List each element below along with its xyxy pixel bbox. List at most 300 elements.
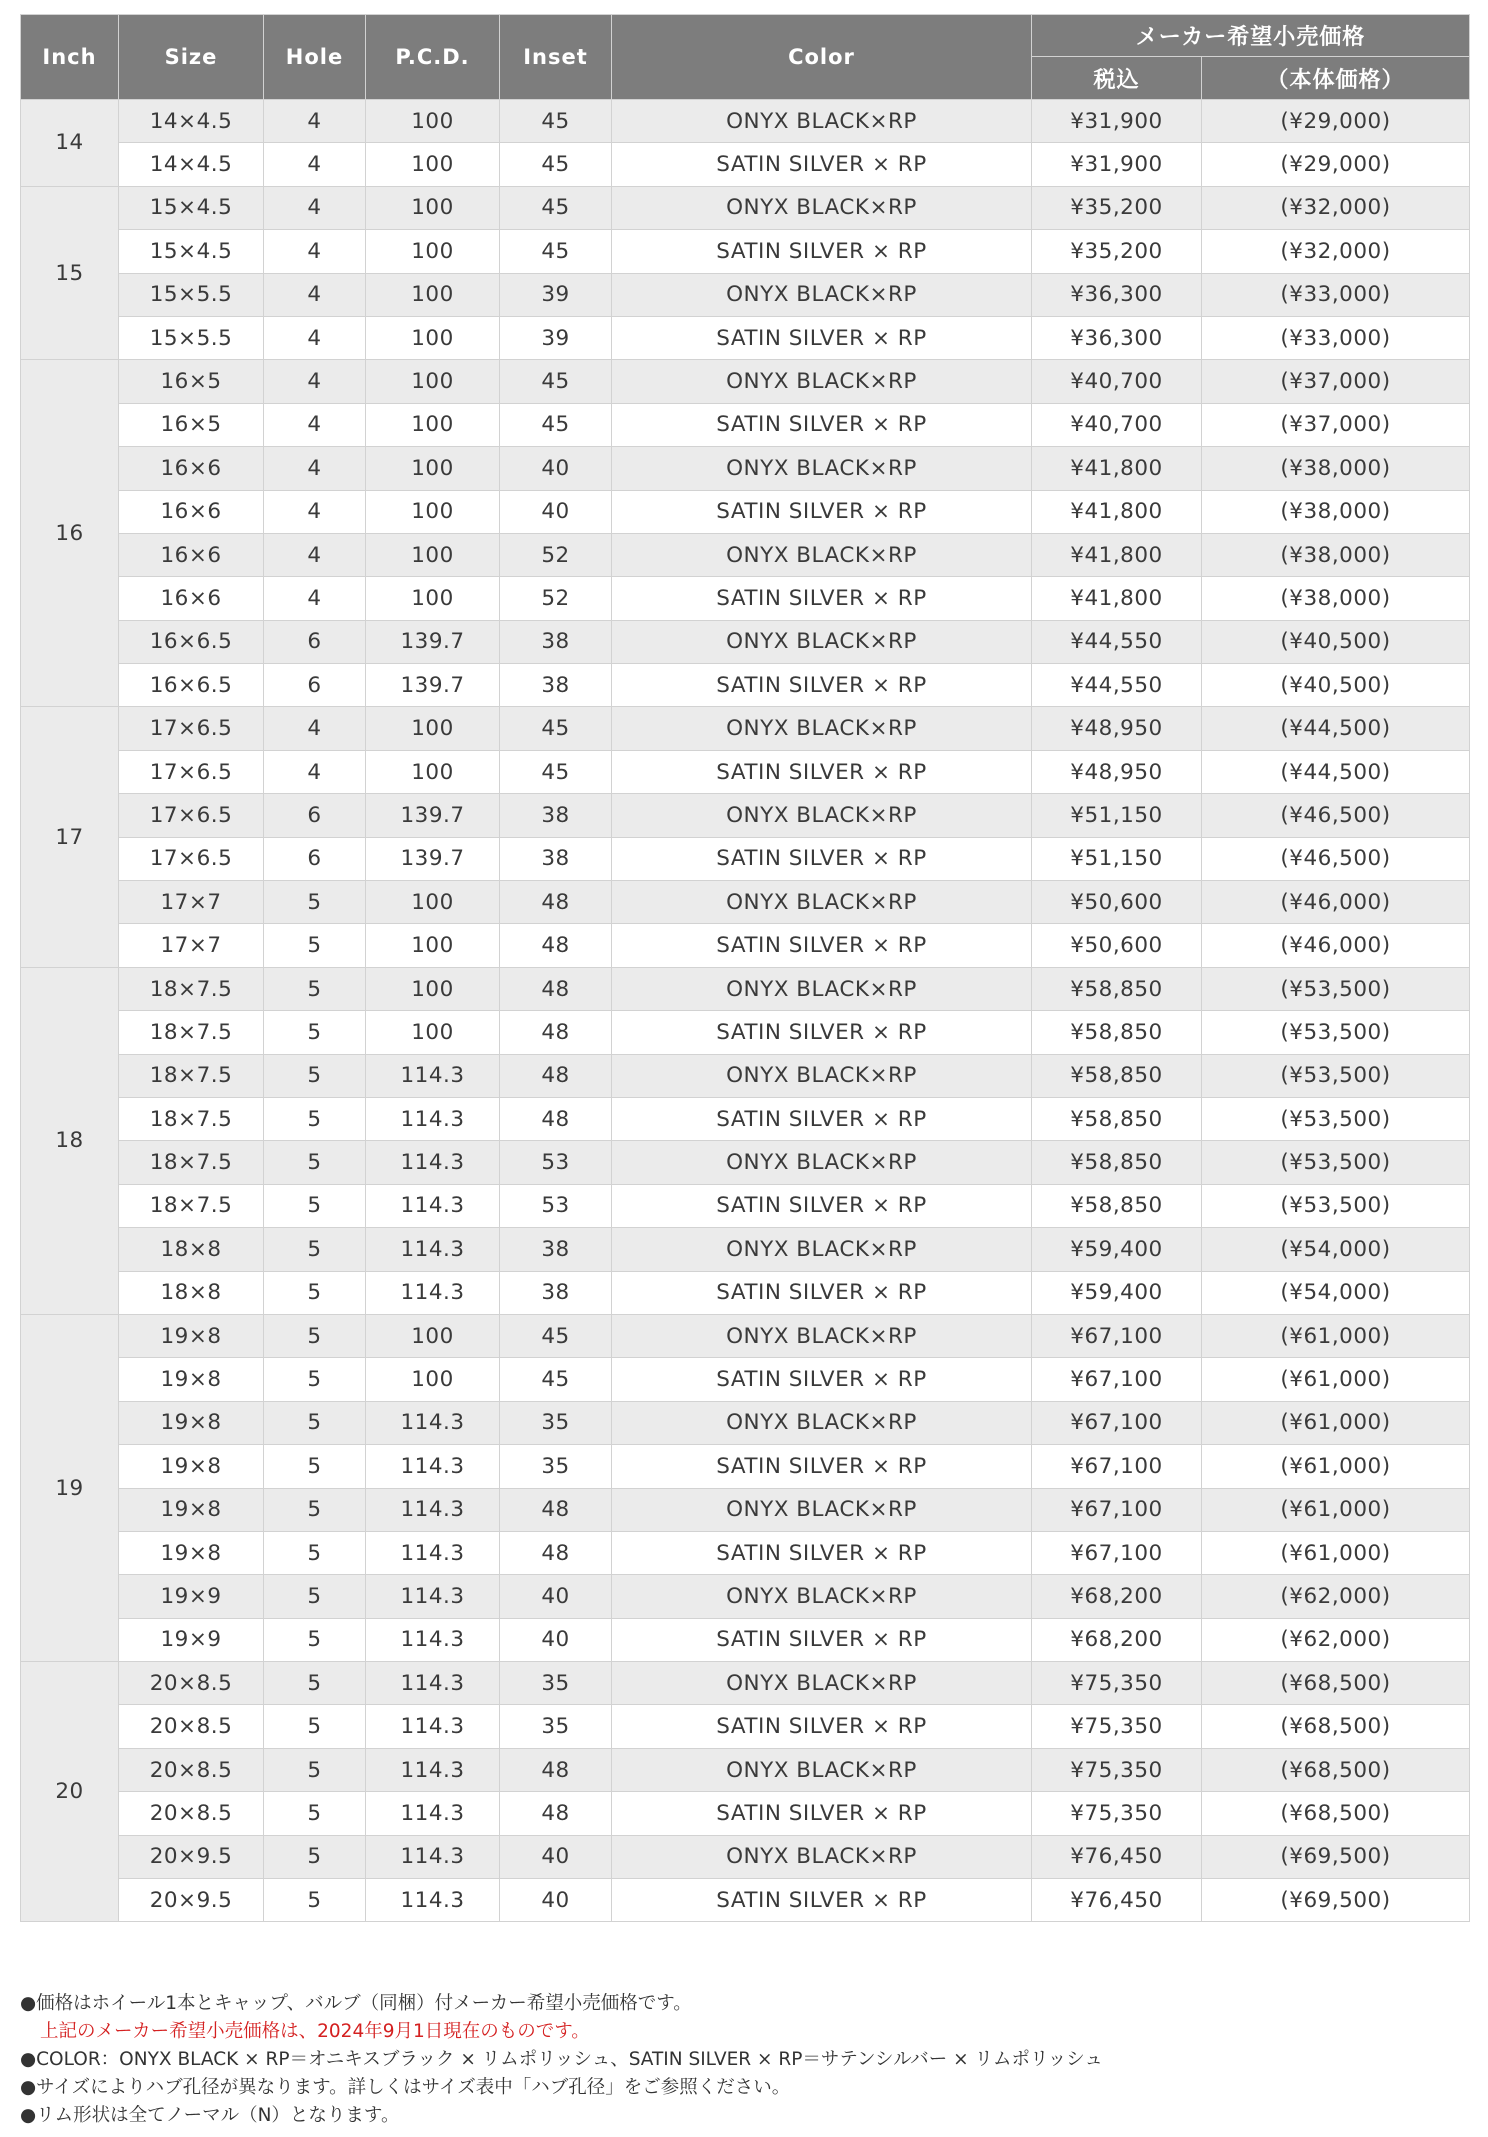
table-row (21, 1271, 1470, 1314)
cell-price-tax-included: ¥75,350 (1032, 1748, 1202, 1791)
cell-pcd: 100 (366, 1358, 500, 1401)
table-row (21, 1401, 1470, 1444)
cell-color: ONYX BLACK×RP (612, 1835, 1032, 1878)
cell-base-price: (¥61,000) (1202, 1488, 1470, 1531)
cell-hole: 4 (264, 316, 366, 359)
cell-inset: 38 (500, 620, 612, 663)
cell-base-price: (¥32,000) (1202, 230, 1470, 273)
header-hole: Hole (264, 15, 366, 100)
cell-color: SATIN SILVER × RP (612, 143, 1032, 186)
cell-pcd: 100 (366, 881, 500, 924)
cell-base-price: (¥38,000) (1202, 533, 1470, 576)
cell-inset: 38 (500, 664, 612, 707)
cell-inch-group: 16 (21, 360, 119, 707)
table-row (21, 100, 1470, 143)
cell-inset: 45 (500, 100, 612, 143)
cell-inset: 40 (500, 1879, 612, 1922)
cell-price-tax-included: ¥59,400 (1032, 1228, 1202, 1271)
cell-pcd: 100 (366, 490, 500, 533)
cell-color: ONYX BLACK×RP (612, 1575, 1032, 1618)
cell-pcd: 114.3 (366, 1835, 500, 1878)
cell-price-tax-included: ¥35,200 (1032, 230, 1202, 273)
cell-inch-group: 18 (21, 967, 119, 1314)
cell-size: 16×5 (119, 403, 264, 446)
cell-size: 19×9 (119, 1618, 264, 1661)
cell-color: ONYX BLACK×RP (612, 447, 1032, 490)
cell-pcd: 114.3 (366, 1531, 500, 1574)
cell-base-price: (¥53,500) (1202, 1141, 1470, 1184)
cell-color: ONYX BLACK×RP (612, 100, 1032, 143)
cell-inset: 45 (500, 360, 612, 403)
table-row (21, 1228, 1470, 1271)
cell-price-tax-included: ¥58,850 (1032, 1011, 1202, 1054)
cell-price-tax-included: ¥59,400 (1032, 1271, 1202, 1314)
cell-price-tax-included: ¥41,800 (1032, 490, 1202, 533)
cell-hole: 5 (264, 1271, 366, 1314)
cell-inset: 48 (500, 1011, 612, 1054)
cell-base-price: (¥61,000) (1202, 1401, 1470, 1444)
cell-color: SATIN SILVER × RP (612, 1705, 1032, 1748)
cell-inset: 35 (500, 1662, 612, 1705)
cell-color: ONYX BLACK×RP (612, 1141, 1032, 1184)
table-row (21, 1748, 1470, 1791)
cell-pcd: 100 (366, 750, 500, 793)
cell-price-tax-included: ¥51,150 (1032, 794, 1202, 837)
cell-base-price: (¥53,500) (1202, 1054, 1470, 1097)
cell-pcd: 114.3 (366, 1575, 500, 1618)
cell-pcd: 114.3 (366, 1401, 500, 1444)
table-row (21, 230, 1470, 273)
cell-size: 16×6 (119, 447, 264, 490)
cell-size: 17×6.5 (119, 750, 264, 793)
cell-hole: 5 (264, 1835, 366, 1878)
cell-color: SATIN SILVER × RP (612, 1358, 1032, 1401)
cell-inset: 48 (500, 881, 612, 924)
cell-color: ONYX BLACK×RP (612, 360, 1032, 403)
cell-price-tax-included: ¥75,350 (1032, 1792, 1202, 1835)
table-row (21, 1054, 1470, 1097)
cell-hole: 5 (264, 1141, 366, 1184)
cell-pcd: 100 (366, 143, 500, 186)
cell-base-price: (¥32,000) (1202, 186, 1470, 229)
cell-price-tax-included: ¥48,950 (1032, 750, 1202, 793)
cell-base-price: (¥46,000) (1202, 924, 1470, 967)
cell-hole: 5 (264, 924, 366, 967)
cell-inset: 39 (500, 316, 612, 359)
cell-base-price: (¥38,000) (1202, 490, 1470, 533)
cell-price-tax-included: ¥41,800 (1032, 577, 1202, 620)
cell-color: SATIN SILVER × RP (612, 664, 1032, 707)
cell-inset: 40 (500, 1835, 612, 1878)
cell-size: 19×8 (119, 1401, 264, 1444)
cell-inset: 45 (500, 230, 612, 273)
cell-color: SATIN SILVER × RP (612, 1618, 1032, 1661)
cell-pcd: 100 (366, 924, 500, 967)
cell-pcd: 114.3 (366, 1618, 500, 1661)
cell-hole: 5 (264, 1445, 366, 1488)
cell-color: ONYX BLACK×RP (612, 533, 1032, 576)
table-row (21, 533, 1470, 576)
cell-hole: 4 (264, 360, 366, 403)
cell-price-tax-included: ¥67,100 (1032, 1445, 1202, 1488)
cell-inch-group: 14 (21, 100, 119, 187)
cell-hole: 4 (264, 230, 366, 273)
cell-hole: 5 (264, 1618, 366, 1661)
cell-price-tax-included: ¥68,200 (1032, 1575, 1202, 1618)
table-row (21, 143, 1470, 186)
cell-pcd: 100 (366, 360, 500, 403)
cell-size: 16×6.5 (119, 620, 264, 663)
note-line: ●価格はホイール1本とキャップ、バルブ（同梱）付メーカー希望小売価格です。 (20, 1993, 692, 2014)
cell-price-tax-included: ¥44,550 (1032, 664, 1202, 707)
cell-color: ONYX BLACK×RP (612, 620, 1032, 663)
cell-color: SATIN SILVER × RP (612, 837, 1032, 880)
cell-inset: 48 (500, 1792, 612, 1835)
cell-price-tax-included: ¥67,100 (1032, 1314, 1202, 1357)
cell-size: 17×6.5 (119, 794, 264, 837)
cell-inset: 35 (500, 1445, 612, 1488)
cell-color: ONYX BLACK×RP (612, 1748, 1032, 1791)
cell-color: SATIN SILVER × RP (612, 1879, 1032, 1922)
cell-pcd: 100 (366, 403, 500, 446)
cell-pcd: 100 (366, 316, 500, 359)
cell-size: 19×8 (119, 1445, 264, 1488)
cell-base-price: (¥40,500) (1202, 620, 1470, 663)
cell-price-tax-included: ¥44,550 (1032, 620, 1202, 663)
cell-hole: 5 (264, 1184, 366, 1227)
cell-base-price: (¥33,000) (1202, 273, 1470, 316)
cell-inset: 45 (500, 143, 612, 186)
cell-hole: 4 (264, 750, 366, 793)
table-row (21, 1184, 1470, 1227)
cell-pcd: 139.7 (366, 620, 500, 663)
cell-base-price: (¥68,500) (1202, 1792, 1470, 1835)
cell-inset: 45 (500, 1314, 612, 1357)
cell-color: ONYX BLACK×RP (612, 1228, 1032, 1271)
cell-base-price: (¥54,000) (1202, 1271, 1470, 1314)
header-inset: Inset (500, 15, 612, 100)
table-row (21, 186, 1470, 229)
cell-color: SATIN SILVER × RP (612, 924, 1032, 967)
cell-base-price: (¥38,000) (1202, 447, 1470, 490)
cell-inset: 39 (500, 273, 612, 316)
cell-base-price: (¥61,000) (1202, 1445, 1470, 1488)
table-row (21, 447, 1470, 490)
cell-price-tax-included: ¥50,600 (1032, 881, 1202, 924)
cell-color: SATIN SILVER × RP (612, 577, 1032, 620)
table-row (21, 837, 1470, 880)
cell-color: SATIN SILVER × RP (612, 750, 1032, 793)
cell-inset: 52 (500, 533, 612, 576)
cell-hole: 5 (264, 1401, 366, 1444)
cell-color: ONYX BLACK×RP (612, 881, 1032, 924)
cell-inset: 40 (500, 447, 612, 490)
table-row (21, 881, 1470, 924)
table-row (21, 360, 1470, 403)
cell-base-price: (¥46,000) (1202, 881, 1470, 924)
cell-inset: 53 (500, 1141, 612, 1184)
cell-size: 14×4.5 (119, 100, 264, 143)
cell-size: 20×8.5 (119, 1748, 264, 1791)
cell-pcd: 114.3 (366, 1705, 500, 1748)
cell-base-price: (¥33,000) (1202, 316, 1470, 359)
cell-price-tax-included: ¥58,850 (1032, 1054, 1202, 1097)
cell-inset: 40 (500, 1618, 612, 1661)
cell-hole: 4 (264, 273, 366, 316)
cell-base-price: (¥62,000) (1202, 1575, 1470, 1618)
table-row (21, 1705, 1470, 1748)
cell-hole: 5 (264, 1228, 366, 1271)
note-line: ●サイズによりハブ孔径が異なります。詳しくはサイズ表中「ハブ孔径」をご参照ください。 (20, 2077, 791, 2098)
cell-size: 20×8.5 (119, 1705, 264, 1748)
cell-inset: 48 (500, 1748, 612, 1791)
cell-pcd: 139.7 (366, 794, 500, 837)
cell-size: 17×6.5 (119, 707, 264, 750)
cell-price-tax-included: ¥75,350 (1032, 1662, 1202, 1705)
cell-hole: 5 (264, 1705, 366, 1748)
table-row (21, 1011, 1470, 1054)
cell-color: SATIN SILVER × RP (612, 1011, 1032, 1054)
cell-hole: 4 (264, 447, 366, 490)
table-row (21, 794, 1470, 837)
cell-color: ONYX BLACK×RP (612, 1054, 1032, 1097)
table-row (21, 273, 1470, 316)
cell-hole: 5 (264, 1792, 366, 1835)
cell-pcd: 114.3 (366, 1054, 500, 1097)
cell-pcd: 100 (366, 230, 500, 273)
cell-base-price: (¥44,500) (1202, 750, 1470, 793)
cell-inset: 38 (500, 1228, 612, 1271)
wheel-spec-table (20, 14, 1470, 1922)
header-size: Size (119, 15, 264, 100)
table-row (21, 1097, 1470, 1140)
cell-color: ONYX BLACK×RP (612, 1314, 1032, 1357)
cell-base-price: (¥61,000) (1202, 1314, 1470, 1357)
cell-inset: 48 (500, 1097, 612, 1140)
table-row (21, 707, 1470, 750)
cell-hole: 4 (264, 186, 366, 229)
cell-price-tax-included: ¥67,100 (1032, 1531, 1202, 1574)
cell-hole: 5 (264, 1531, 366, 1574)
cell-base-price: (¥61,000) (1202, 1358, 1470, 1401)
cell-base-price: (¥53,500) (1202, 1184, 1470, 1227)
cell-hole: 4 (264, 577, 366, 620)
cell-color: SATIN SILVER × RP (612, 1271, 1032, 1314)
cell-price-tax-included: ¥58,850 (1032, 1184, 1202, 1227)
cell-base-price: (¥46,500) (1202, 837, 1470, 880)
cell-pcd: 100 (366, 533, 500, 576)
cell-size: 19×8 (119, 1314, 264, 1357)
cell-hole: 5 (264, 1358, 366, 1401)
cell-size: 15×4.5 (119, 186, 264, 229)
note-date-red: 上記のメーカー希望小売価格は、2024年9月1日現在のものです。 (40, 2021, 590, 2042)
cell-color: SATIN SILVER × RP (612, 230, 1032, 273)
cell-color: SATIN SILVER × RP (612, 1184, 1032, 1227)
table-row (21, 1445, 1470, 1488)
cell-color: ONYX BLACK×RP (612, 1488, 1032, 1531)
cell-inset: 48 (500, 924, 612, 967)
cell-price-tax-included: ¥41,800 (1032, 447, 1202, 490)
table-row (21, 1792, 1470, 1835)
cell-base-price: (¥29,000) (1202, 143, 1470, 186)
cell-size: 20×9.5 (119, 1879, 264, 1922)
cell-pcd: 114.3 (366, 1445, 500, 1488)
cell-pcd: 100 (366, 1011, 500, 1054)
cell-inset: 45 (500, 1358, 612, 1401)
table-body (21, 100, 1470, 1922)
cell-hole: 6 (264, 837, 366, 880)
header-tax-included: 税込 (1032, 57, 1202, 100)
cell-base-price: (¥53,500) (1202, 967, 1470, 1010)
cell-price-tax-included: ¥41,800 (1032, 533, 1202, 576)
table-row (21, 1879, 1470, 1922)
cell-size: 18×7.5 (119, 1141, 264, 1184)
cell-pcd: 100 (366, 967, 500, 1010)
cell-color: SATIN SILVER × RP (612, 403, 1032, 446)
cell-price-tax-included: ¥31,900 (1032, 100, 1202, 143)
cell-inch-group: 19 (21, 1314, 119, 1661)
cell-price-tax-included: ¥58,850 (1032, 967, 1202, 1010)
table-row (21, 316, 1470, 359)
cell-size: 16×6 (119, 577, 264, 620)
cell-hole: 5 (264, 1011, 366, 1054)
table-row (21, 490, 1470, 533)
table-row (21, 1141, 1470, 1184)
table-row (21, 967, 1470, 1010)
cell-size: 15×4.5 (119, 230, 264, 273)
cell-inset: 40 (500, 1575, 612, 1618)
cell-hole: 4 (264, 707, 366, 750)
cell-size: 18×7.5 (119, 1011, 264, 1054)
cell-color: ONYX BLACK×RP (612, 1662, 1032, 1705)
cell-inset: 35 (500, 1401, 612, 1444)
cell-price-tax-included: ¥67,100 (1032, 1358, 1202, 1401)
table-row (21, 620, 1470, 663)
cell-size: 19×8 (119, 1358, 264, 1401)
cell-pcd: 139.7 (366, 837, 500, 880)
cell-size: 19×9 (119, 1575, 264, 1618)
cell-base-price: (¥37,000) (1202, 403, 1470, 446)
table-row (21, 1618, 1470, 1661)
cell-pcd: 139.7 (366, 664, 500, 707)
cell-inset: 35 (500, 1705, 612, 1748)
cell-size: 17×7 (119, 881, 264, 924)
header-inch: Inch (21, 15, 119, 100)
table-row (21, 1488, 1470, 1531)
cell-inset: 45 (500, 707, 612, 750)
cell-pcd: 100 (366, 707, 500, 750)
cell-price-tax-included: ¥58,850 (1032, 1097, 1202, 1140)
cell-hole: 4 (264, 490, 366, 533)
cell-inch-group: 20 (21, 1662, 119, 1922)
cell-color: ONYX BLACK×RP (612, 1401, 1032, 1444)
cell-hole: 4 (264, 100, 366, 143)
cell-size: 18×8 (119, 1271, 264, 1314)
cell-price-tax-included: ¥50,600 (1032, 924, 1202, 967)
cell-size: 15×5.5 (119, 316, 264, 359)
cell-pcd: 114.3 (366, 1184, 500, 1227)
cell-inset: 45 (500, 186, 612, 229)
cell-color: ONYX BLACK×RP (612, 273, 1032, 316)
cell-base-price: (¥68,500) (1202, 1662, 1470, 1705)
cell-size: 18×7.5 (119, 1184, 264, 1227)
cell-pcd: 100 (366, 577, 500, 620)
cell-price-tax-included: ¥36,300 (1032, 316, 1202, 359)
cell-price-tax-included: ¥48,950 (1032, 707, 1202, 750)
cell-pcd: 114.3 (366, 1141, 500, 1184)
footnotes (20, 1990, 1469, 2130)
cell-base-price: (¥68,500) (1202, 1748, 1470, 1791)
cell-base-price: (¥29,000) (1202, 100, 1470, 143)
cell-hole: 5 (264, 967, 366, 1010)
cell-inset: 48 (500, 967, 612, 1010)
cell-color: ONYX BLACK×RP (612, 707, 1032, 750)
cell-hole: 5 (264, 1054, 366, 1097)
cell-hole: 5 (264, 1879, 366, 1922)
cell-inset: 40 (500, 490, 612, 533)
cell-inset: 38 (500, 837, 612, 880)
cell-color: SATIN SILVER × RP (612, 490, 1032, 533)
table-row (21, 1662, 1470, 1705)
cell-price-tax-included: ¥67,100 (1032, 1488, 1202, 1531)
table-row (21, 577, 1470, 620)
cell-pcd: 100 (366, 186, 500, 229)
cell-hole: 6 (264, 620, 366, 663)
cell-inset: 45 (500, 403, 612, 446)
cell-hole: 5 (264, 1748, 366, 1791)
cell-hole: 6 (264, 794, 366, 837)
cell-size: 18×7.5 (119, 967, 264, 1010)
cell-size: 14×4.5 (119, 143, 264, 186)
cell-inset: 38 (500, 1271, 612, 1314)
cell-base-price: (¥53,500) (1202, 1097, 1470, 1140)
cell-base-price: (¥61,000) (1202, 1531, 1470, 1574)
cell-price-tax-included: ¥51,150 (1032, 837, 1202, 880)
cell-size: 18×7.5 (119, 1097, 264, 1140)
cell-pcd: 100 (366, 100, 500, 143)
cell-base-price: (¥37,000) (1202, 360, 1470, 403)
cell-base-price: (¥54,000) (1202, 1228, 1470, 1271)
cell-hole: 5 (264, 881, 366, 924)
cell-base-price: (¥62,000) (1202, 1618, 1470, 1661)
cell-inset: 53 (500, 1184, 612, 1227)
cell-price-tax-included: ¥76,450 (1032, 1879, 1202, 1922)
cell-base-price: (¥38,000) (1202, 577, 1470, 620)
cell-size: 19×8 (119, 1488, 264, 1531)
cell-pcd: 100 (366, 1314, 500, 1357)
cell-pcd: 114.3 (366, 1748, 500, 1791)
cell-inset: 38 (500, 794, 612, 837)
cell-inch-group: 15 (21, 186, 119, 360)
cell-color: SATIN SILVER × RP (612, 1792, 1032, 1835)
cell-color: SATIN SILVER × RP (612, 316, 1032, 359)
cell-pcd: 114.3 (366, 1792, 500, 1835)
header-color: Color (612, 15, 1032, 100)
cell-base-price: (¥40,500) (1202, 664, 1470, 707)
cell-pcd: 114.3 (366, 1271, 500, 1314)
table-row (21, 750, 1470, 793)
cell-inset: 48 (500, 1531, 612, 1574)
cell-pcd: 114.3 (366, 1488, 500, 1531)
cell-price-tax-included: ¥40,700 (1032, 403, 1202, 446)
cell-size: 17×7 (119, 924, 264, 967)
cell-color: ONYX BLACK×RP (612, 186, 1032, 229)
cell-color: ONYX BLACK×RP (612, 794, 1032, 837)
cell-pcd: 100 (366, 447, 500, 490)
cell-base-price: (¥68,500) (1202, 1705, 1470, 1748)
cell-base-price: (¥44,500) (1202, 707, 1470, 750)
spec-table-container (20, 14, 1469, 1922)
